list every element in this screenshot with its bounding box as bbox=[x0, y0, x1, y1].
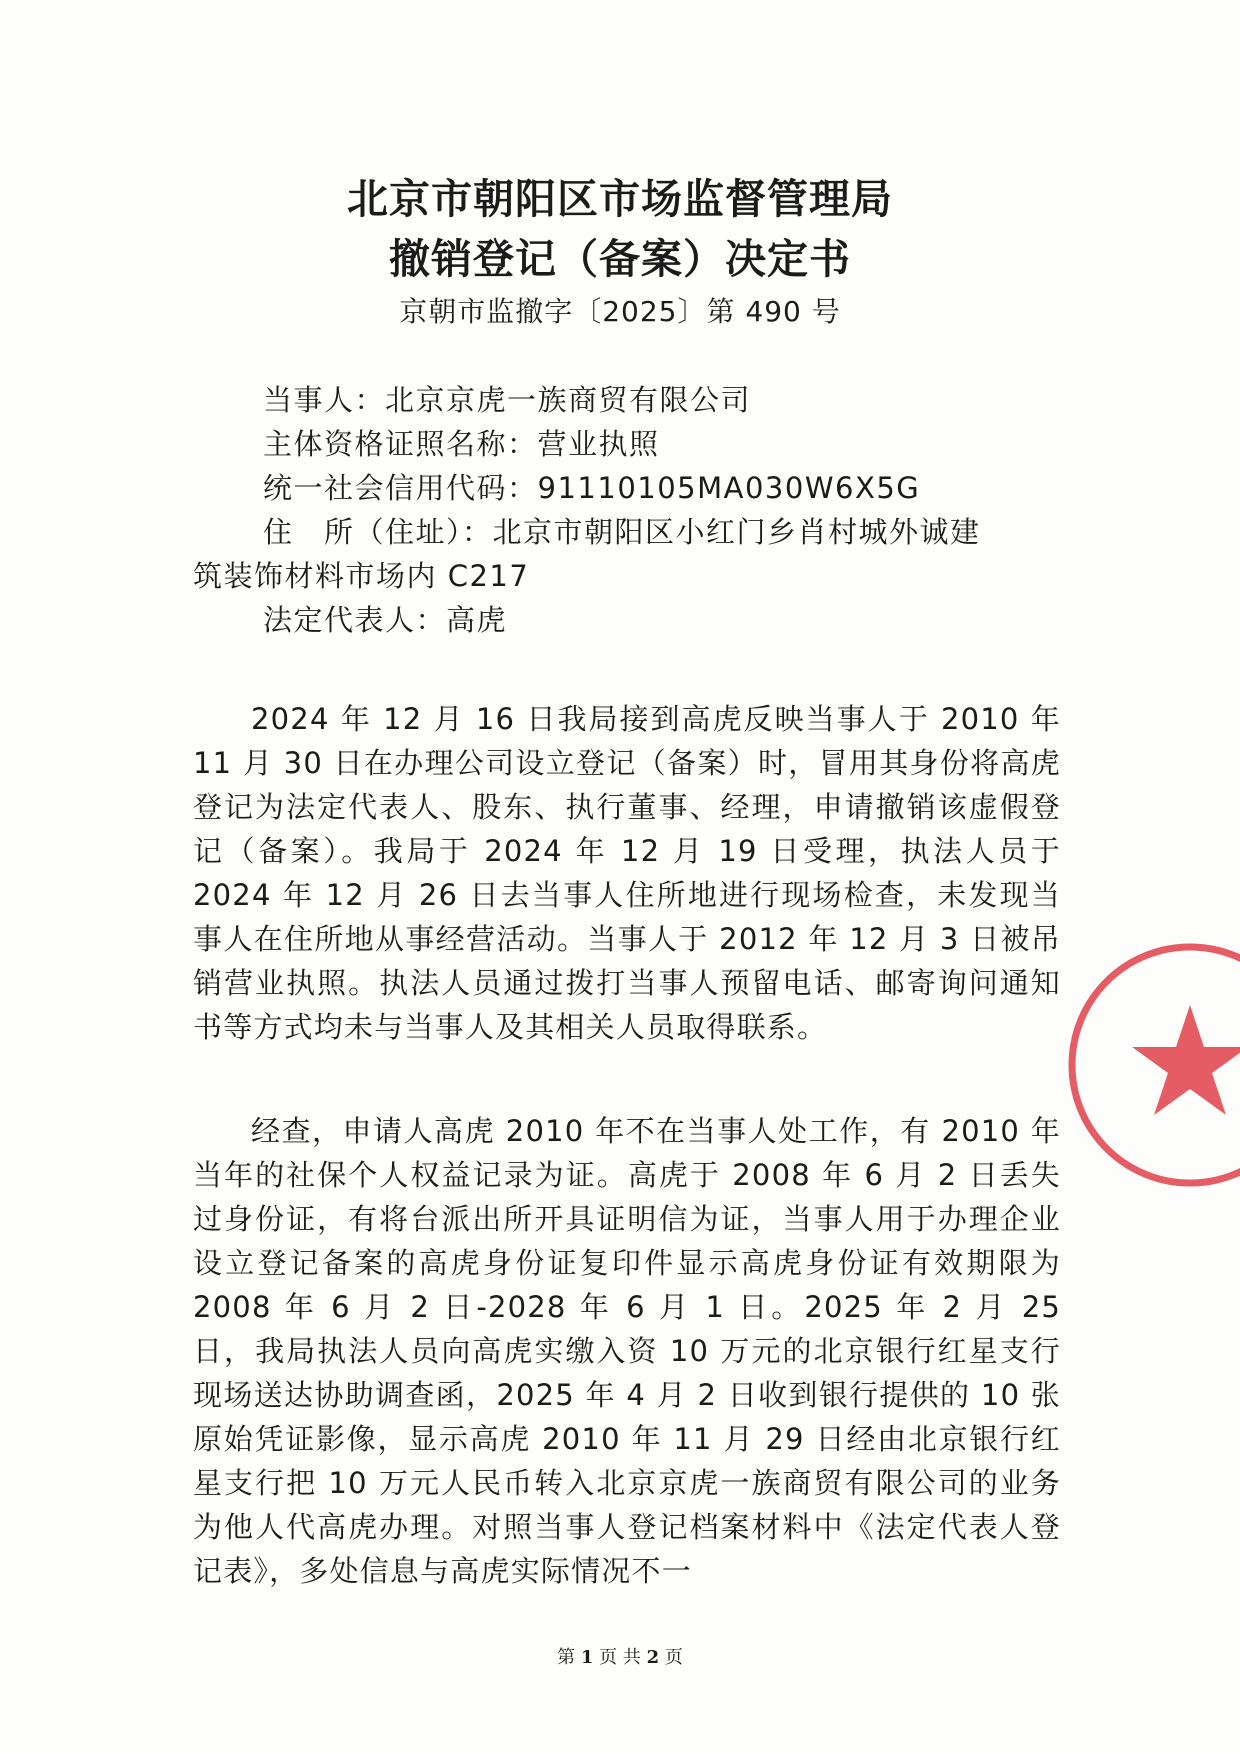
credit-code-label: 统一社会信用代码： bbox=[263, 471, 538, 505]
legal-rep-label: 法定代表人： bbox=[263, 603, 447, 637]
official-seal-stamp bbox=[1060, 935, 1240, 1195]
footer-middle: 页 共 bbox=[593, 1647, 647, 1668]
license-value: 营业执照 bbox=[537, 427, 660, 461]
address-continuation-row bbox=[193, 554, 1063, 598]
license-label: 主体资格证照名称： bbox=[263, 427, 538, 461]
footer-prefix: 第 bbox=[557, 1647, 581, 1668]
party-name-value: 北京京虎一族商贸有限公司 bbox=[385, 383, 752, 417]
body-paragraph-2: 经查，申请人高虎 2010 年不在当事人处工作，有 2010 年当年的社保个人权益记录为证。高虎于 2008 年 6 月 2 日丢失过身份证，有将台派出所开具证明信为证，当事人用于办理企业设立登记备案的高虎身份证复印件显示高虎身份证有效期限为 2008 年 6 月 2 日-2028 年 6 月 1 日。2025 年 2 月 25 日，我局执法人员向高虎实缴入资 10 万元的北京银行红星支行现场送达协助调查函，2025 年 4 月 2 日收到银行提供的 10 张原始凭证影像，显示高虎 2010 年 11 月 29 日经由北京银行红星支行把 10 万元人民币转入北京京虎一族商贸有限公司的业务为他人代高虎办理。对照当事人登记档案材料中《法定代表人登记表》，多处信息与高虎实际情况不一 bbox=[193, 1114, 1061, 1588]
body-paragraph-1: 2024 年 12 月 16 日我局接到高虎反映当事人于 2010 年 11 月 30 日在办理公司设立登记（备案）时，冒用其身份将高虎登记为法定代表人、股东、执行董事、经理，申请撤销该虚假登记（备案）。我局于 2024 年 12 月 19 日受理，执法人员于 2024 年 12 月 26 日去当事人住所地进行现场检查，未发现当事人在住所地从事经营活动。当事人于 2012 年 12 月 3 日被吊销营业执照。执法人员通过拨打当事人预留电话、邮寄询问通知书等方式均未与当事人及其相关人员取得联系。 bbox=[193, 702, 1061, 1044]
page-footer bbox=[0, 1643, 1240, 1669]
address-row bbox=[193, 510, 1063, 554]
address-label: 住 所（住址）： bbox=[263, 515, 493, 549]
credit-code-row bbox=[193, 466, 1063, 510]
seal-ring bbox=[1072, 947, 1240, 1183]
legal-rep-row bbox=[193, 598, 1063, 642]
body-paragraph-2-container bbox=[193, 1109, 1061, 1593]
party-name-label: 当事人： bbox=[263, 383, 386, 417]
footer-current-page: 1 bbox=[580, 1647, 594, 1668]
party-name-row bbox=[193, 378, 1063, 422]
footer-total-pages: 2 bbox=[646, 1647, 660, 1668]
legal-rep-value: 高虎 bbox=[446, 603, 508, 637]
document-title-line2: 撤销登记（备案）决定书 bbox=[389, 235, 851, 283]
document-title-line1: 北京市朝阳区市场监督管理局 bbox=[347, 175, 893, 223]
body-paragraph-1-container bbox=[193, 697, 1061, 1049]
credit-code-value: 91110105MA030W6X5G bbox=[537, 471, 921, 505]
seal-star-icon bbox=[1132, 1005, 1240, 1115]
address-value-line2: 筑装饰材料市场内 C217 bbox=[193, 559, 530, 593]
party-info bbox=[193, 378, 1063, 642]
footer-suffix: 页 bbox=[659, 1647, 683, 1668]
document-number: 京朝市监撤字〔2025〕第 490 号 bbox=[399, 295, 841, 328]
license-row bbox=[193, 422, 1063, 466]
address-value-line1: 北京市朝阳区小红门乡肖村城外诚建 bbox=[492, 515, 981, 549]
